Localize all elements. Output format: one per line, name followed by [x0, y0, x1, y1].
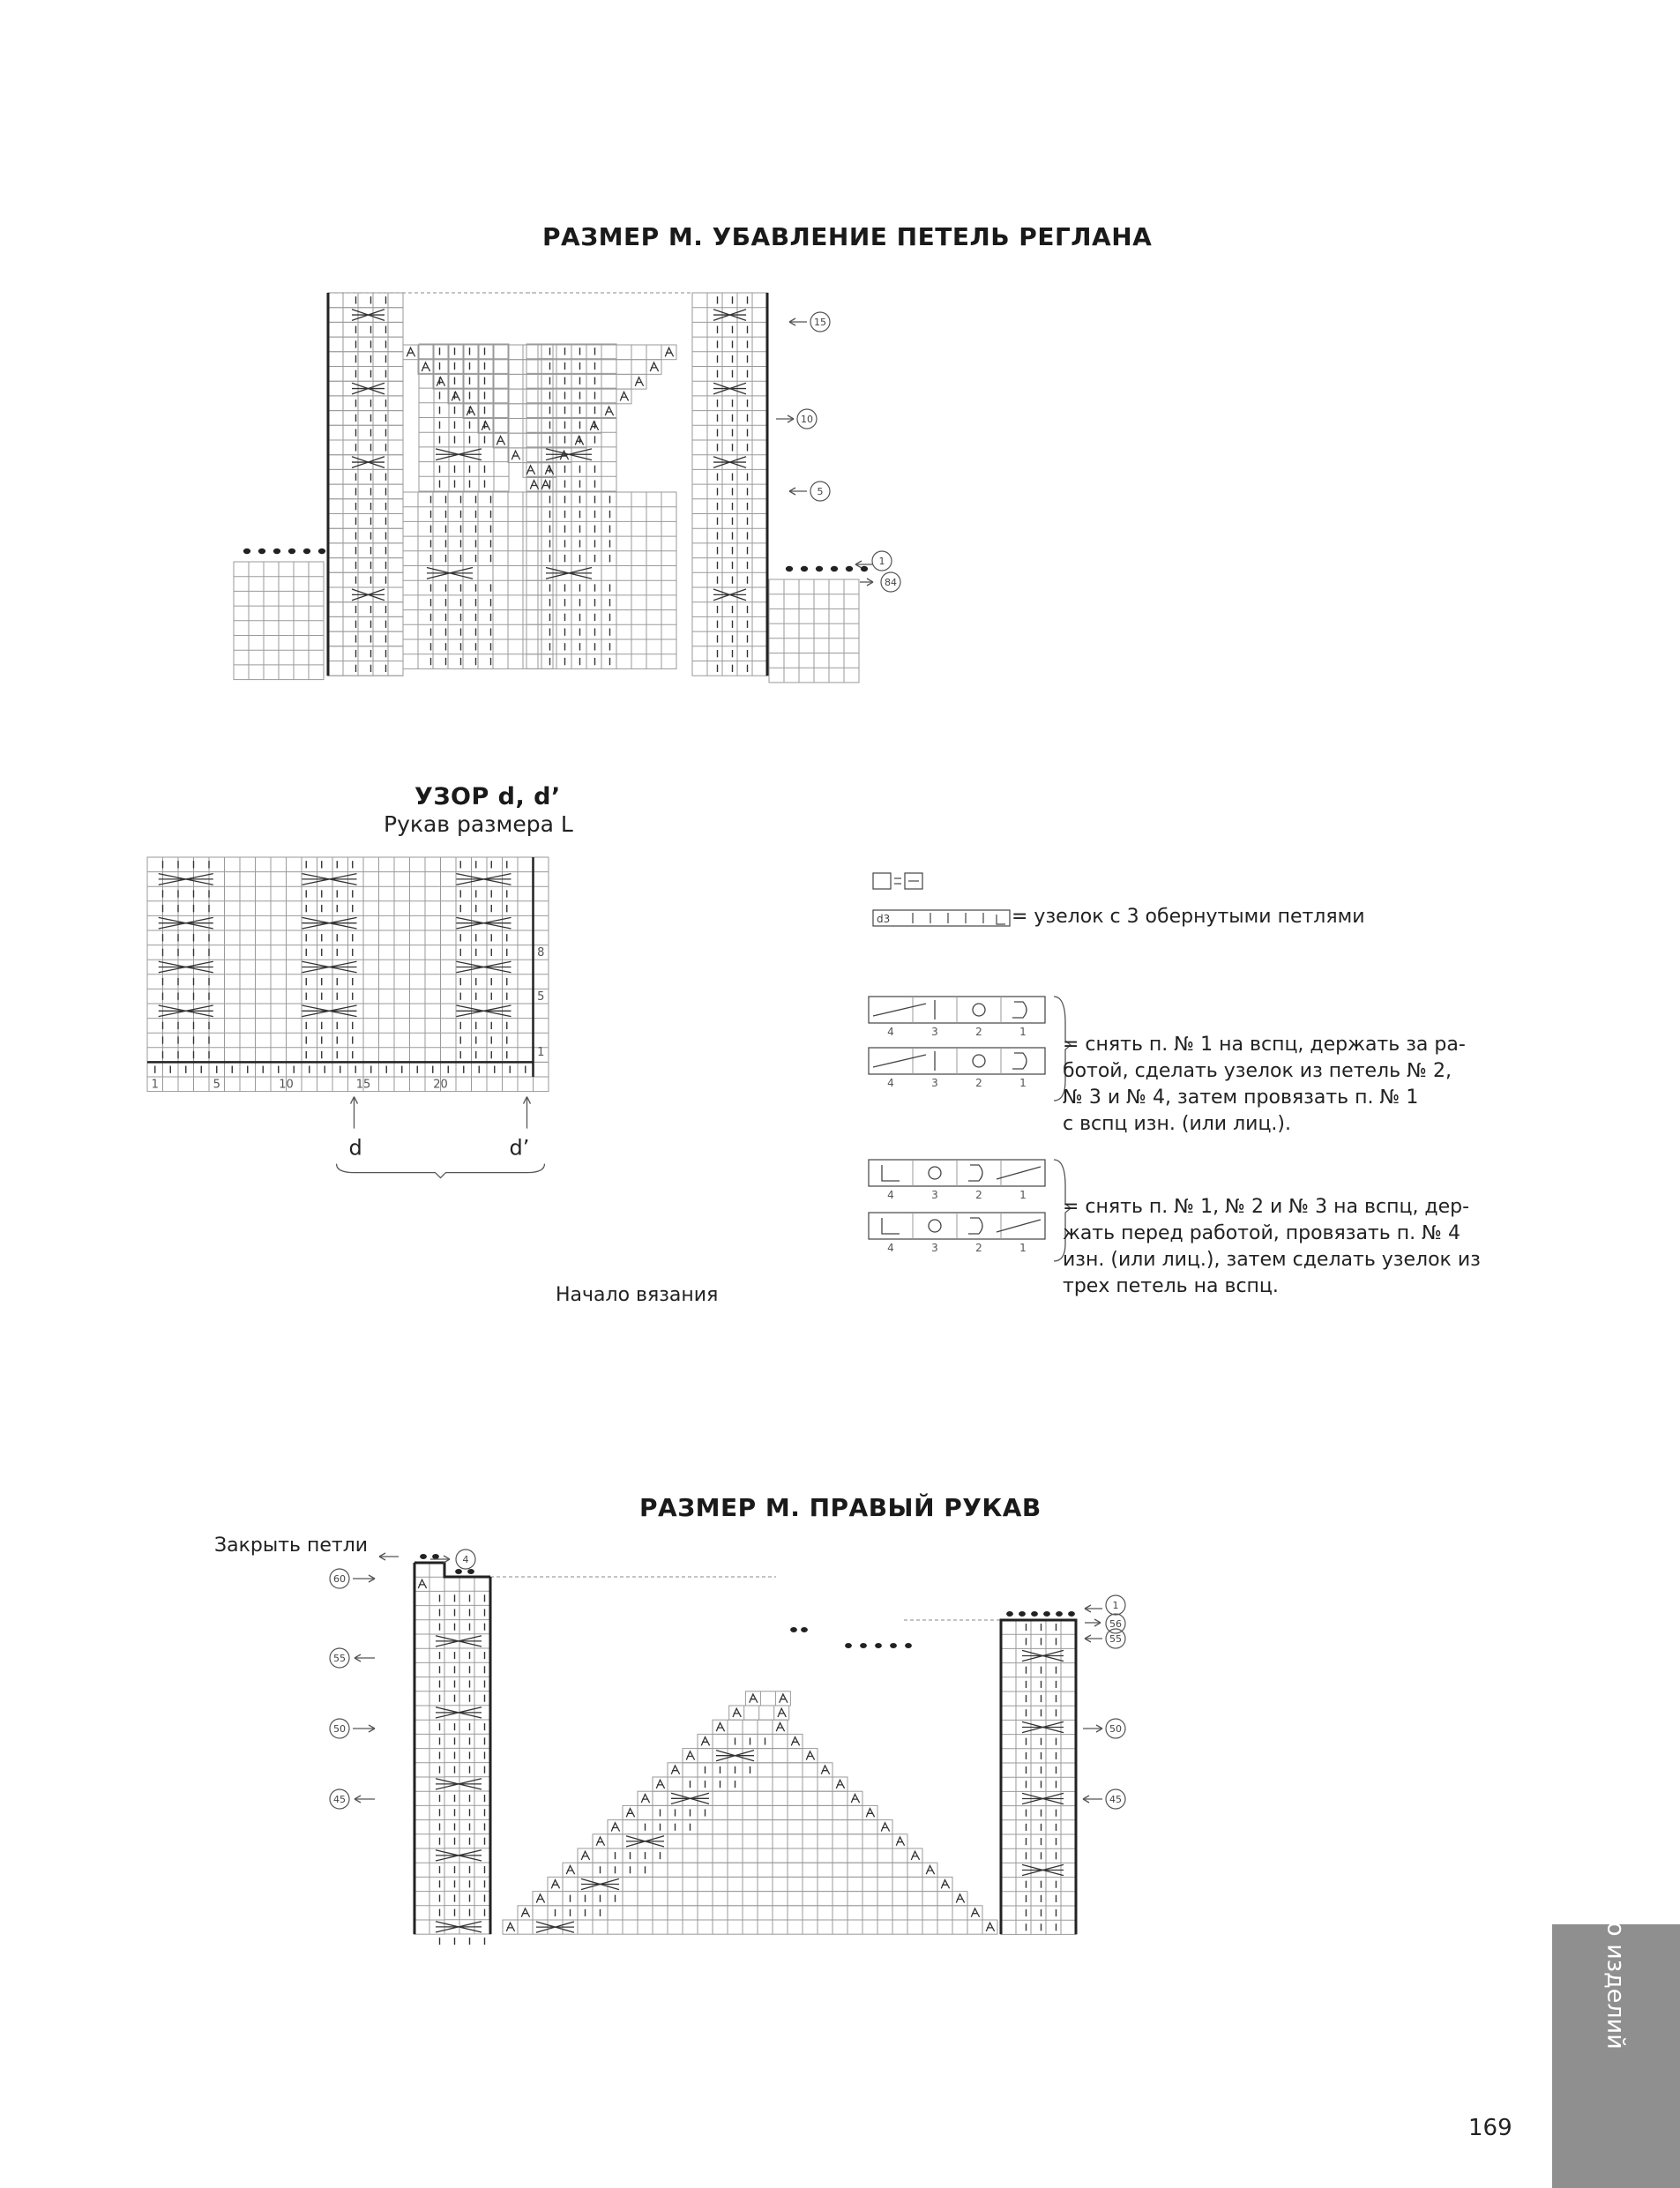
symbol1-row2-num-4: 4 [887, 1077, 894, 1089]
symbol1-row1-num-4: 4 [887, 1026, 894, 1038]
bind-off-dot [1043, 1611, 1050, 1617]
decrease-mark [866, 1809, 874, 1818]
decrease-mark [733, 1708, 741, 1717]
decrease-mark [596, 1837, 604, 1846]
row-marker-15-label: 15 [814, 317, 826, 328]
decrease-mark [780, 1694, 788, 1703]
knot-symbol [873, 910, 1010, 926]
bind-off-dot [845, 1643, 852, 1648]
page-number: 169 [1468, 2115, 1512, 2141]
chart2-subtitle: Рукав размера L [384, 811, 573, 837]
decrease-mark [551, 1880, 559, 1889]
decrease-mark [776, 1722, 784, 1731]
bind-off-dot [1031, 1611, 1038, 1617]
decrease-mark [791, 1737, 799, 1746]
bind-off-dot [288, 549, 295, 554]
col-number-10: 10 [279, 1078, 294, 1092]
symbol2-line: = снять п. № 1, № 2 и № 3 на вспц, дер- [1063, 1196, 1470, 1218]
row-number-1: 1 [537, 1046, 545, 1060]
decrease-mark [635, 377, 643, 386]
decrease-mark [620, 392, 628, 400]
symbol1-line: ботой, сделать узелок из петель № 2, [1063, 1060, 1452, 1082]
section-side-tab-label-wrap [1552, 1633, 1680, 2188]
bind-off-dot [243, 549, 250, 554]
sleeve-grid [414, 1563, 1076, 1934]
right-marker-1-label: 1 [1112, 1600, 1119, 1611]
symbol1-row2-num-2: 2 [975, 1077, 982, 1089]
decrease-mark [422, 362, 429, 371]
symbol2-row2-num-1: 1 [1019, 1242, 1027, 1254]
symbol2-row2-num-2: 2 [975, 1242, 982, 1254]
decrease-mark [971, 1908, 979, 1917]
chart2-title: УЗОР d, d’ [414, 783, 561, 810]
decrease-mark [665, 347, 673, 356]
row-marker-5-label: 5 [817, 486, 824, 497]
pyramid-row [713, 1720, 788, 1734]
symbol2-description [1063, 1194, 1481, 1300]
decrease-mark [407, 347, 414, 356]
decrease-mark [452, 392, 459, 400]
bind-off-dot [1019, 1611, 1026, 1617]
pyramid-row [563, 1863, 937, 1877]
symbol1-line: № 3 и № 4, затем провязать п. № 1 [1063, 1087, 1419, 1109]
bind-off-dot [861, 566, 868, 571]
decrease-mark [716, 1722, 724, 1731]
decrease-mark [530, 481, 538, 489]
symbol2-row2-circle [929, 1220, 941, 1232]
decrease-mark [671, 1766, 679, 1774]
symbol2-row1-slash [997, 1167, 1041, 1179]
bind-off-dot [258, 549, 265, 554]
row-number-8: 8 [537, 946, 545, 960]
decrease-mark [821, 1766, 829, 1774]
symbol1-row2-num-3: 3 [931, 1077, 938, 1089]
decrease-mark [611, 1823, 619, 1832]
top-marker-4-label: 4 [462, 1554, 469, 1565]
stair-row [526, 360, 661, 375]
decrease-mark [926, 1865, 934, 1874]
raglan-decrease-chart [225, 282, 1460, 670]
pyramid-row [653, 1777, 847, 1791]
symbol2-row2-slash [997, 1220, 1041, 1232]
pyramid-row [608, 1820, 892, 1834]
bind-off-dot [875, 1643, 882, 1648]
left-marker-50-label: 50 [333, 1723, 346, 1735]
symbol1-line: = снять п. № 1 на вспц, держать за ра- [1063, 1034, 1466, 1056]
left-marker-45-label: 45 [333, 1794, 346, 1805]
decrease-mark [437, 377, 444, 386]
decrease-mark [986, 1923, 994, 1931]
decrease-mark [896, 1837, 904, 1846]
decrease-mark [911, 1851, 919, 1860]
col-number-15: 15 [355, 1078, 371, 1092]
raglan-row-markers [776, 312, 900, 592]
bind-off-dot [890, 1643, 897, 1648]
right-marker-55-label: 55 [1109, 1633, 1122, 1645]
decrease-mark [851, 1794, 859, 1803]
symbol1-line: с вспц изн. (или лиц.). [1063, 1113, 1292, 1135]
bind-off-dot [801, 1627, 808, 1632]
decrease-mark [836, 1780, 844, 1788]
decrease-mark [650, 362, 658, 371]
label-d: d [348, 1135, 362, 1161]
symbol1-row1-slash [873, 1004, 926, 1016]
bind-off-dot [1006, 1611, 1013, 1617]
symbol1-row2-knot [1012, 1053, 1027, 1069]
symbol2-row2-bracket [882, 1218, 900, 1234]
decrease-mark [566, 1865, 574, 1874]
bind-off-dot [786, 566, 793, 571]
start-brace [337, 1164, 545, 1178]
row-marker-1-label: 1 [878, 556, 885, 567]
panel-border [414, 1563, 490, 1577]
left-marker-60-label: 60 [333, 1573, 346, 1585]
decrease-mark [750, 1694, 758, 1703]
symbol2-row1-num-2: 2 [975, 1189, 982, 1201]
bind-off-dot [790, 1627, 797, 1632]
decrease-mark [656, 1780, 664, 1788]
close-stitches-label: Закрыть петли [214, 1535, 369, 1557]
left-marker-55-label: 55 [333, 1653, 346, 1664]
bind-off-dot [1056, 1611, 1063, 1617]
right-marker-56-label: 56 [1109, 1618, 1122, 1630]
bind-off-dot [831, 566, 838, 571]
symbol1-row2-slash [873, 1055, 926, 1067]
decrease-mark [686, 1751, 694, 1760]
decrease-mark [467, 407, 474, 415]
decrease-mark [941, 1880, 949, 1889]
decrease-mark [956, 1894, 964, 1903]
symbol1-row2-num-1: 1 [1019, 1077, 1027, 1089]
decrease-mark [581, 1851, 589, 1860]
decrease-mark [806, 1751, 814, 1760]
symbol2-row1-num-1: 1 [1019, 1189, 1027, 1201]
bind-off-dot [801, 566, 808, 571]
row-marker-84-label: 84 [885, 577, 897, 588]
symbol2-row1-knot [968, 1165, 982, 1181]
decrease-mark [536, 1894, 544, 1903]
right-marker-50-label: 50 [1109, 1723, 1122, 1735]
bind-off-dot [860, 1643, 867, 1648]
decrease-mark [778, 1708, 786, 1717]
right-marker-45-label: 45 [1109, 1794, 1122, 1805]
bind-off-dot [273, 549, 280, 554]
left-panel [444, 1577, 489, 1934]
decrease-mark [418, 1579, 426, 1588]
bind-off-dot [1068, 1611, 1075, 1617]
symbol2-row1-bracket [882, 1165, 900, 1181]
knot-description: = узелок с 3 обернутыми петлями [1012, 906, 1365, 928]
knot-end [997, 915, 1005, 924]
symbol1-row2-circle [973, 1055, 985, 1067]
symbol2-row2-num-3: 3 [931, 1242, 938, 1254]
symbol1-row1-num-2: 2 [975, 1026, 982, 1038]
decrease-mark [511, 451, 519, 459]
decrease-mark [701, 1737, 709, 1746]
symbol2-line: жать перед работой, провязать п. № 4 [1063, 1222, 1460, 1244]
top-cell [538, 344, 553, 359]
symbol2-row2-num-4: 4 [887, 1242, 894, 1254]
pattern-d-chart [146, 855, 842, 1314]
symbol1-row1-knot [1012, 1002, 1027, 1018]
symbol1-row1-circle [973, 1004, 985, 1016]
col-number-1: 1 [151, 1078, 159, 1092]
decrease-mark [881, 1823, 889, 1832]
bind-off-dot [318, 549, 325, 554]
pyramid-row [533, 1892, 967, 1906]
symbol2-row1-num-3: 3 [931, 1189, 938, 1201]
right-sleeve-chart [326, 1535, 1296, 1914]
decrease-mark [521, 1908, 529, 1917]
bind-off-dot [455, 1569, 462, 1574]
symbol2-row1-circle [929, 1167, 941, 1179]
sleeve-symbols [414, 1554, 1076, 1945]
plain-stitch-symbol [873, 873, 891, 889]
stair-row [526, 389, 631, 404]
symbol2-line: трех петель на вспц. [1063, 1275, 1279, 1297]
pattern-d-grid [147, 857, 549, 1092]
bind-off-dot [816, 566, 823, 571]
pyramid-row [623, 1805, 877, 1819]
chart3-title: РАЗМЕР М. ПРАВЫЙ РУКАВ [639, 1493, 1042, 1522]
symbol2-row1-num-4: 4 [887, 1189, 894, 1201]
stair-row [418, 360, 553, 375]
bind-off-dot [420, 1554, 427, 1559]
col-number-5: 5 [213, 1078, 220, 1092]
col-number-20: 20 [433, 1078, 448, 1092]
decrease-mark [497, 437, 504, 445]
decrease-mark [541, 481, 549, 489]
start-of-knitting-label: Начало вязания [556, 1284, 719, 1306]
bind-off-dot [467, 1569, 474, 1574]
pyramid-row [745, 1691, 790, 1706]
pyramid-row [503, 1920, 997, 1934]
chart1-title: РАЗМЕР М. УБАВЛЕНИЕ ПЕТЕЛЬ РЕГЛАНА [542, 222, 1153, 251]
section-side-tab-label: Инструкции по вязанию изделий [1602, 1633, 1630, 2050]
bind-off-dot [303, 549, 310, 554]
symbol1-description [1063, 1032, 1466, 1138]
pyramid-row [578, 1848, 922, 1863]
row-number-5: 5 [537, 990, 545, 1004]
symbol2-row2-knot [968, 1218, 982, 1234]
symbol1-row1-num-3: 3 [931, 1026, 938, 1038]
bind-off-dot [846, 566, 853, 571]
bind-off-dot [432, 1554, 439, 1559]
knot-symbol-label: d3 [877, 913, 891, 925]
bind-off-dot [905, 1643, 912, 1648]
row-marker-10-label: 10 [801, 414, 813, 425]
decrease-mark [626, 1809, 634, 1818]
decrease-mark [641, 1794, 649, 1803]
symbol1-row1-num-1: 1 [1019, 1026, 1027, 1038]
decrease-mark [605, 407, 613, 415]
pattern-d-symbols [147, 857, 534, 1077]
decrease-mark [482, 422, 489, 430]
decrease-mark [526, 466, 534, 474]
symbol2-line: изн. (или лиц.), затем сделать узелок из [1063, 1249, 1481, 1271]
label-d-prime: d’ [509, 1135, 530, 1161]
pyramid-row [518, 1906, 982, 1920]
decrease-mark [506, 1923, 514, 1931]
